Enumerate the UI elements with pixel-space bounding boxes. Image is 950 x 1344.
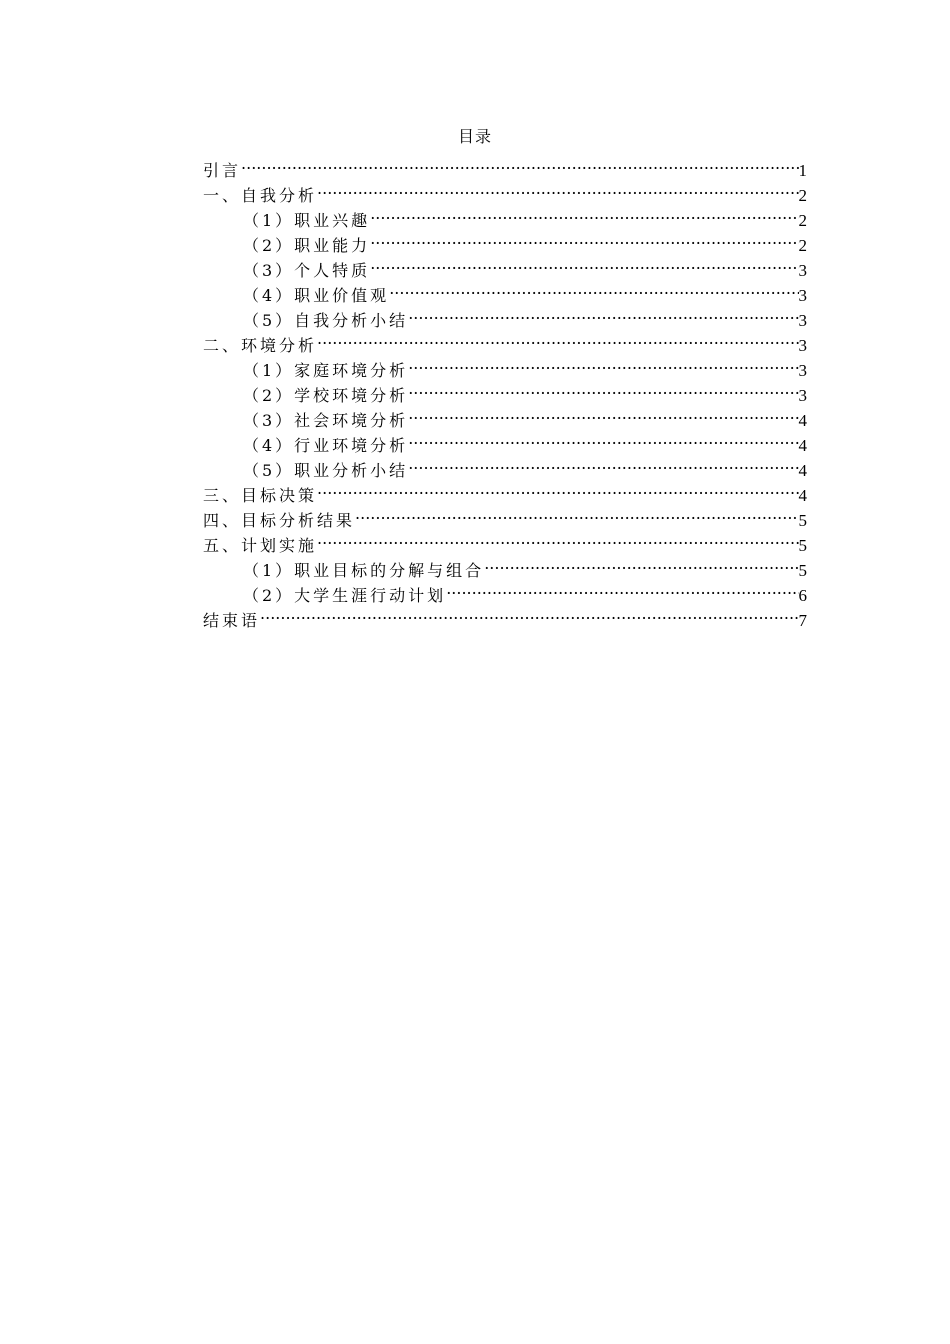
toc-entry-conclusion[interactable] [203, 601, 807, 630]
toc-dot-leader [484, 551, 798, 576]
toc-entry-page: 2 [798, 236, 807, 255]
toc-list [203, 151, 807, 630]
toc-entry-label: 四、目标分析结果 [203, 511, 356, 530]
toc-entry-label: （2）大学生涯行动计划 [243, 586, 447, 605]
toc-title: 目录 [457, 127, 492, 146]
toc-entry-page: 4 [798, 461, 807, 480]
toc-entry-page: 2 [798, 186, 807, 205]
toc-entry-label: 一、自我分析 [203, 186, 318, 205]
toc-entry-label: 五、计划实施 [203, 536, 318, 555]
toc-entry-label: （2）学校环境分析 [243, 386, 409, 405]
toc-entry-page: 4 [798, 486, 807, 505]
toc-dot-leader [317, 476, 798, 501]
toc-entry-page: 6 [798, 586, 807, 605]
toc-entry-label: （4）行业环境分析 [243, 436, 409, 455]
toc-entry-label: 二、环境分析 [203, 336, 318, 355]
toc-dot-leader [408, 301, 798, 326]
toc-entry-label: 引言 [203, 161, 242, 180]
toc-entry-page: 3 [798, 311, 807, 330]
toc-entry-label: （2）职业能力 [243, 236, 371, 255]
toc-entry-page: 3 [798, 386, 807, 405]
toc-entry-page: 7 [798, 611, 807, 630]
toc-dot-leader [355, 501, 798, 526]
toc-dot-leader [370, 226, 798, 251]
toc-entry-page: 3 [798, 336, 807, 355]
toc-entry-page: 5 [798, 511, 807, 530]
toc-dot-leader [241, 151, 798, 176]
toc-dot-leader [408, 401, 798, 426]
toc-dot-leader [317, 526, 798, 551]
toc-dot-leader [317, 176, 798, 201]
toc-entry-page: 4 [798, 411, 807, 430]
toc-entry-page: 4 [798, 436, 807, 455]
toc-dot-leader [317, 326, 798, 351]
toc-entry-label: 结束语 [203, 611, 261, 630]
toc-entry-page: 2 [798, 211, 807, 230]
toc-dot-leader [389, 276, 798, 301]
toc-entry-label: （3）个人特质 [243, 261, 371, 280]
toc-entry-self-analysis[interactable] [203, 176, 807, 205]
toc-entry-page: 3 [798, 286, 807, 305]
toc-entry-label: （5）职业分析小结 [243, 461, 409, 480]
toc-entry-label: （1）职业兴趣 [243, 211, 371, 230]
toc-dot-leader [260, 601, 798, 626]
toc-dot-leader [408, 451, 798, 476]
toc-entry-intro[interactable] [203, 151, 807, 180]
toc-entry-label: 三、目标决策 [203, 486, 318, 505]
toc-entry-page: 5 [798, 561, 807, 580]
toc-entry-page: 5 [798, 536, 807, 555]
toc-entry-label: （1）职业目标的分解与组合 [243, 561, 485, 580]
toc-entry-label: （3）社会环境分析 [243, 411, 409, 430]
toc-entry-label: （4）职业价值观 [243, 286, 390, 305]
toc-entry-label: （1）家庭环境分析 [243, 361, 409, 380]
toc-dot-leader [408, 376, 798, 401]
toc-entry-page: 3 [798, 261, 807, 280]
toc-dot-leader [408, 426, 798, 451]
toc-entry-page: 3 [798, 361, 807, 380]
toc-dot-leader [446, 576, 798, 601]
toc-dot-leader [408, 351, 798, 376]
toc-entry-label: （5）自我分析小结 [243, 311, 409, 330]
toc-entry-page: 1 [798, 161, 807, 180]
toc-dot-leader [370, 251, 798, 276]
toc-dot-leader [370, 201, 798, 226]
